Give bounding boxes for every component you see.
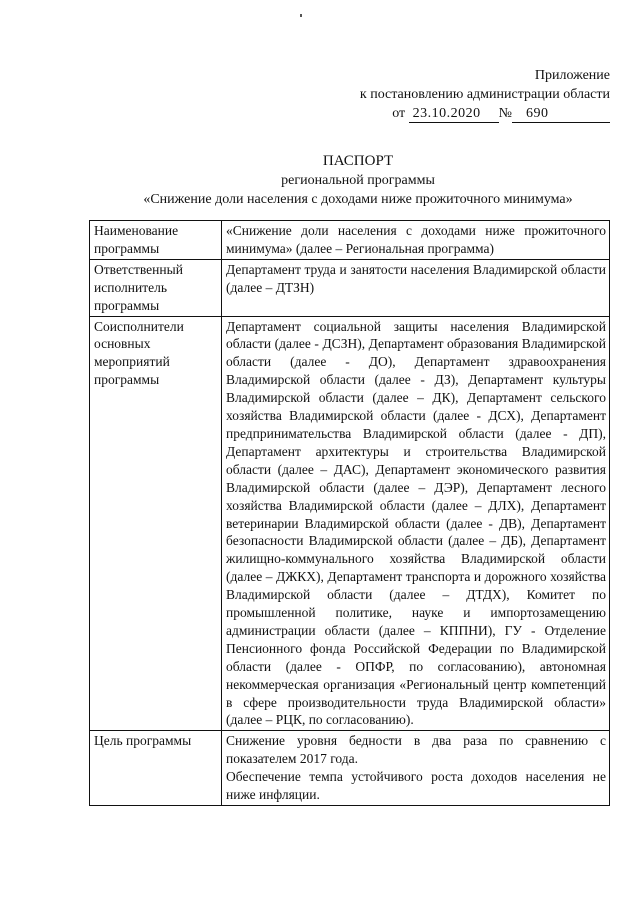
row-label: Наименование программы bbox=[90, 221, 222, 260]
row-label: Цель программы bbox=[90, 731, 222, 806]
row-value bbox=[222, 731, 610, 806]
appendix-to-line: к постановлению администрации области bbox=[359, 87, 610, 102]
program-name: «Снижение доли населения с доходами ниже прожиточного минимума» bbox=[143, 192, 573, 207]
row-value-text: «Снижение доли населения с доходами ниже прожиточного минимума» (далее – Региональная программа) bbox=[226, 223, 606, 256]
appendix-title: Приложение bbox=[534, 68, 610, 83]
document-title-block bbox=[100, 152, 616, 209]
row-label: Ответственный исполнитель программы bbox=[90, 259, 222, 316]
row-value-text: Снижение уровня бедности в два раза по сравнению с показателем 2017 года. bbox=[226, 733, 606, 767]
appendix-date-line bbox=[300, 104, 610, 123]
decree-number: 690 bbox=[512, 106, 610, 123]
number-prefix: № bbox=[498, 106, 512, 121]
table-row bbox=[90, 316, 610, 731]
document-subtitle: региональной программы bbox=[281, 173, 435, 188]
table-row bbox=[90, 221, 610, 260]
decree-date: 23.10.2020 bbox=[409, 106, 499, 123]
row-value bbox=[222, 316, 610, 731]
row-value bbox=[222, 259, 610, 316]
row-value-text: Обеспечение темпа устойчивого роста доходов населения не ниже инфляции. bbox=[226, 769, 606, 803]
document-title: ПАСПОРТ bbox=[322, 153, 394, 169]
appendix-block bbox=[300, 66, 610, 123]
row-value-text: Департамент труда и занятости населения Владимирской области (далее – ДТЗН) bbox=[226, 261, 606, 295]
scan-mark bbox=[300, 14, 302, 17]
passport-table bbox=[89, 220, 610, 806]
table-row bbox=[90, 259, 610, 316]
row-value bbox=[222, 221, 610, 260]
date-prefix: от bbox=[392, 106, 406, 121]
table-row bbox=[90, 731, 610, 806]
row-value-text: Департамент социальной защиты населения Владимирской области (далее - ДСЗН), Департамент образования Владимирской области (далее - ДО), Департамент здравоохранения Владимирской области (далее - ДЗ), Департамент культуры Владимирской области (далее – ДК), Департамент сельского хозяйства Владимирской области (далее - ДСХ), Департамент предпринимательства Владимирской области (далее - ДП), Департамент архитектуры и строительства Владимирской области (далее – ДАС), Департамент экономического развития Владимирской области (далее – ДЭР), Департамент лесного хозяйства Владимирской области (далее – ДЛХ), Департамент ветеринарии Владимирской области (далее - ДВ), Департамент безопасности Владимирской области (далее – ДБ), Департамент жилищно-коммунального хозяйства Владимирской области (далее – ДЖКХ), Департамент транспорта и дорожного хозяйства Владимирской области (далее – ДТДХ), Комитет по промышленной политике, науке и импортозамещению администрации области (далее – КППНИ), ГУ - Отделение Пенсионного фонда Российской Федерации по Владимирской области (далее - ОПФР, по согласованию), автономная некоммерческая организация «Региональный центр компетенций в сфере производительности труда Владимирской области» (далее – РЦК, по согласованию). bbox=[226, 318, 606, 728]
row-label: Соисполнители основных мероприятий программы bbox=[90, 316, 222, 731]
